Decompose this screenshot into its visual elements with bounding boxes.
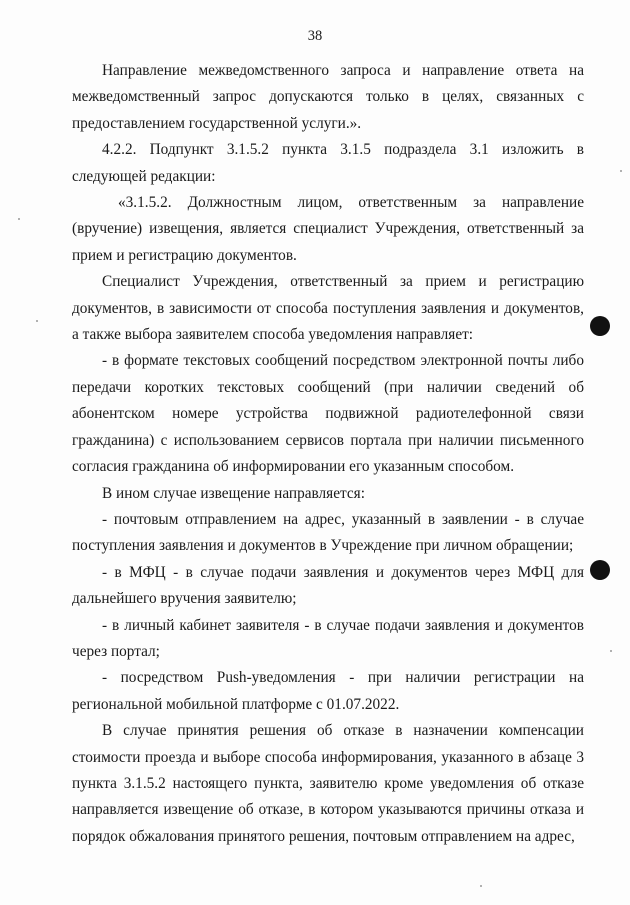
punch-hole — [590, 560, 610, 580]
paragraph: - почтовым отправлением на адрес, указанный в заявлении - в случае поступления заявления и документов в Учреждение при личном обращении; — [72, 510, 584, 555]
scan-speck — [610, 650, 612, 652]
paragraph: В случае принятия решения об отказе в назначении компенсации стоимости проезда и выборе способа информирования, указанного в абзаце 3 пункта 3.1.5.2 настоящего пункта, заявителю кроме уведомления об отказе направляется извещение об отказе, в котором указываются причины отказа и порядок обжалования принятого решения, почтовым отправлением на адрес, — [72, 722, 584, 845]
punch-hole — [590, 316, 610, 336]
paragraph: - в формате текстовых сообщений посредством электронной почты либо передачи коротких текстовых сообщений (при наличии сведений об абонентском номере устройства подвижной радиотелефонной связи гражданина) с использованием сервисов портала при наличии письменного согласия гражданина об информировании его указанным способом. — [72, 352, 584, 476]
paragraph: В ином случае извещение направляется: — [102, 484, 365, 502]
paragraph: «3.1.5.2. Должностным лицом, ответственным за направление (вручение) извещения, является специалист Учреждения, ответственный за прием и регистрацию документов. — [72, 194, 584, 264]
paragraph: Специалист Учреждения, ответственный за прием и регистрацию документов, в зависимости от способа поступления заявления и документов, а также выбора заявителем способа уведомления направляет: — [72, 273, 584, 344]
scan-speck — [620, 170, 622, 172]
paragraph: - в личный кабинет заявителя - в случае подачи заявления и документов через портал; — [72, 616, 584, 660]
paragraph: - посредством Push-уведомления - при наличии регистрации на региональной мобильной платформе с 01.07.2022. — [72, 669, 584, 713]
scan-speck — [36, 320, 38, 322]
scan-speck — [18, 218, 20, 220]
page-number: 38 — [307, 28, 323, 44]
paragraph: 4.2.2. Подпункт 3.1.5.2 пункта 3.1.5 подраздела 3.1 изложить в следующей редакции: — [72, 141, 584, 185]
scan-speck — [480, 885, 482, 887]
paragraph: Направление межведомственного запроса и направление ответа на межведомственный запрос допускаются только в целях, связанных с предоставлением государственной услуги.». — [72, 62, 584, 132]
document-body — [72, 58, 584, 850]
paragraph: - в МФЦ - в случае подачи заявления и документов через МФЦ для дальнейшего вручения заявителю; — [72, 563, 584, 608]
